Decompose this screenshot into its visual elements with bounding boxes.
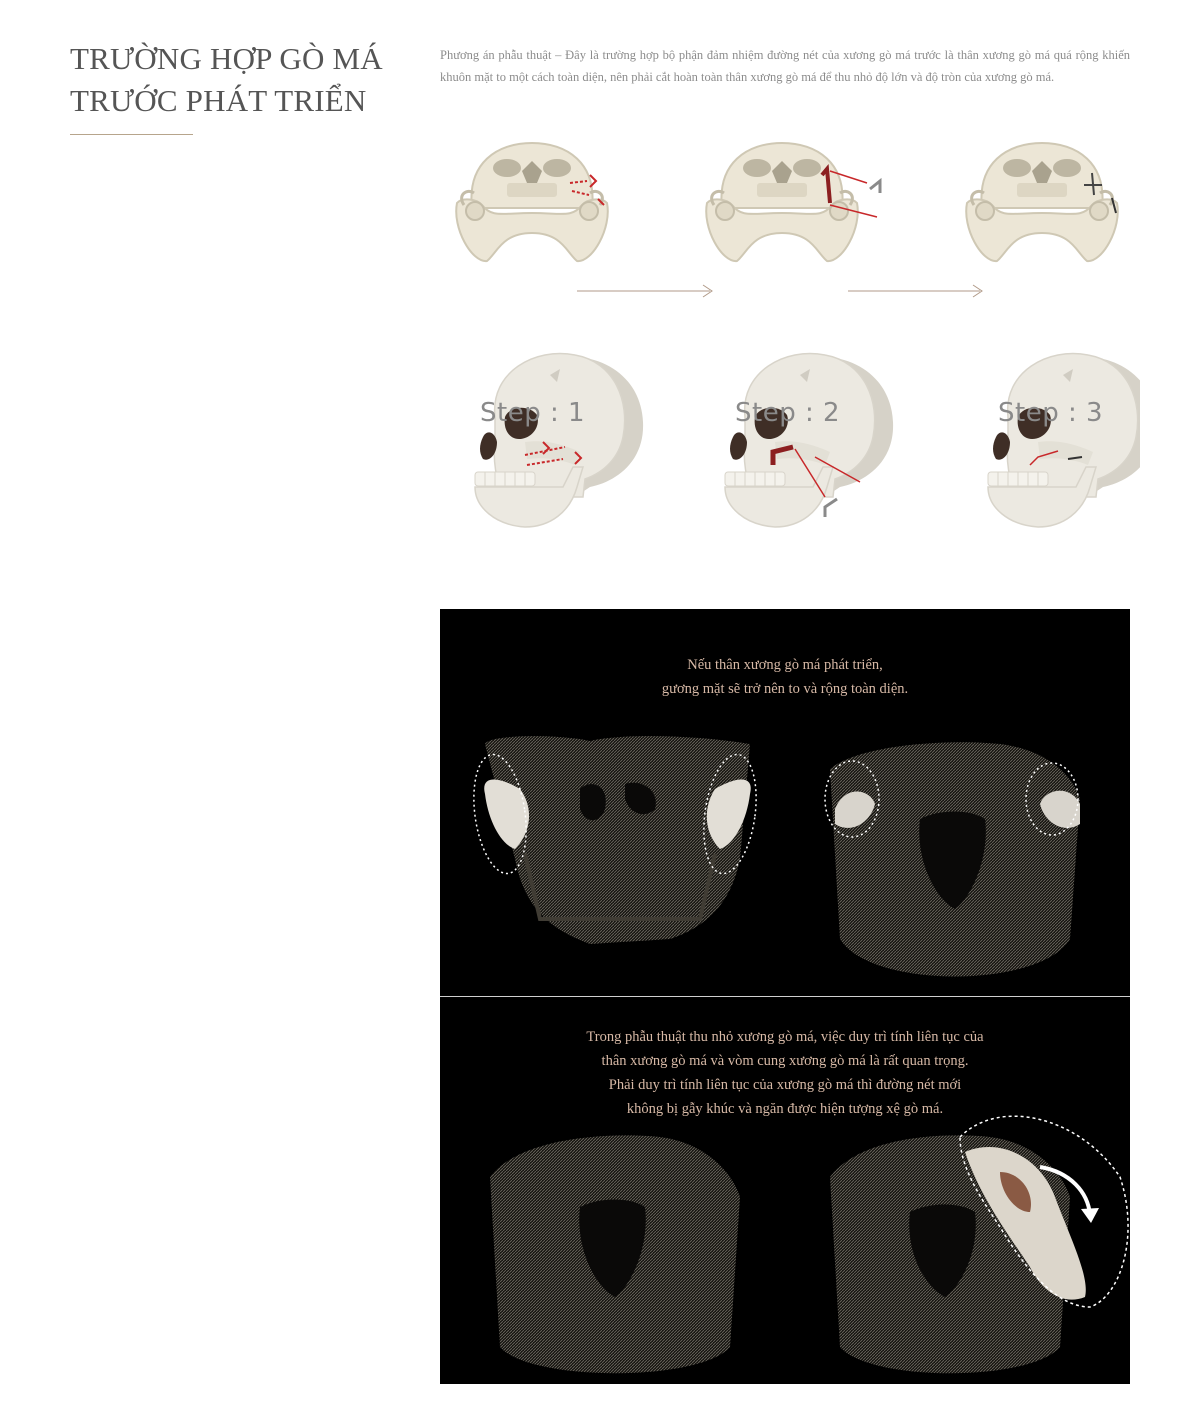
title-divider [70,134,193,135]
ct-scan-panel-2 [440,997,1130,1384]
page-title-line-1: TRƯỜNG HỢP GÒ MÁ [70,41,383,76]
ct-caption-2-line-4: không bị gẫy khúc và ngăn được hiện tượng xệ gò má. [626,1101,944,1117]
skull-illustrations [440,125,1140,565]
skull-side-step-2 [725,354,893,527]
ct-images-2 [440,997,1130,1384]
step-1-label: Step : 1 [480,398,586,428]
skull-side-step-3 [988,354,1140,527]
skull-side-step-1 [475,354,643,527]
ct-caption-2-line-3: Phải duy trì tính liên tục của xương gò má thì đường nét mới [608,1077,962,1093]
ct-front-face [467,736,763,944]
ct-bottom-view-after [830,1116,1128,1373]
ct-bottom-view-before [490,1135,740,1373]
ct-caption-2-line-2: thân xương gò má và vòm cung xương gò má là rất quan trọng. [601,1053,969,1069]
ct-caption-1-line-1: Nếu thân xương gò má phát triển, [687,657,883,673]
ct-caption-1-line-2: gương mặt sẽ trở nên to và rộng toàn diện. [661,681,909,697]
step-3-label: Step : 3 [998,398,1104,428]
page-title [70,38,400,122]
ct-images-1 [440,609,1130,996]
step-2-label: Step : 2 [735,398,841,428]
ct-scan-panel-1 [440,609,1130,996]
skull-bottom-step-3 [966,143,1118,261]
intro-paragraph: Phương án phẫu thuật – Đây là trường hợp bộ phận đảm nhiệm đường nét của xương gò má trước là thân xương gò má quá rộng khiến khuôn mặt to một cách toàn diện, nên phải cắt hoàn toàn thân xương gò má để thu nhỏ độ lớn và độ tròn của xương gò má. [440,48,1130,84]
surgery-steps-diagram [440,125,1140,565]
ct-bottom-view [825,742,1080,976]
skull-bottom-step-1 [456,143,608,261]
skull-bottom-step-2 [706,143,880,261]
page-title-line-2: TRƯỚC PHÁT TRIỂN [70,83,367,118]
ct-caption-2-line-1: Trong phẫu thuật thu nhỏ xương gò má, việc duy trì tính liên tục của [586,1029,984,1045]
